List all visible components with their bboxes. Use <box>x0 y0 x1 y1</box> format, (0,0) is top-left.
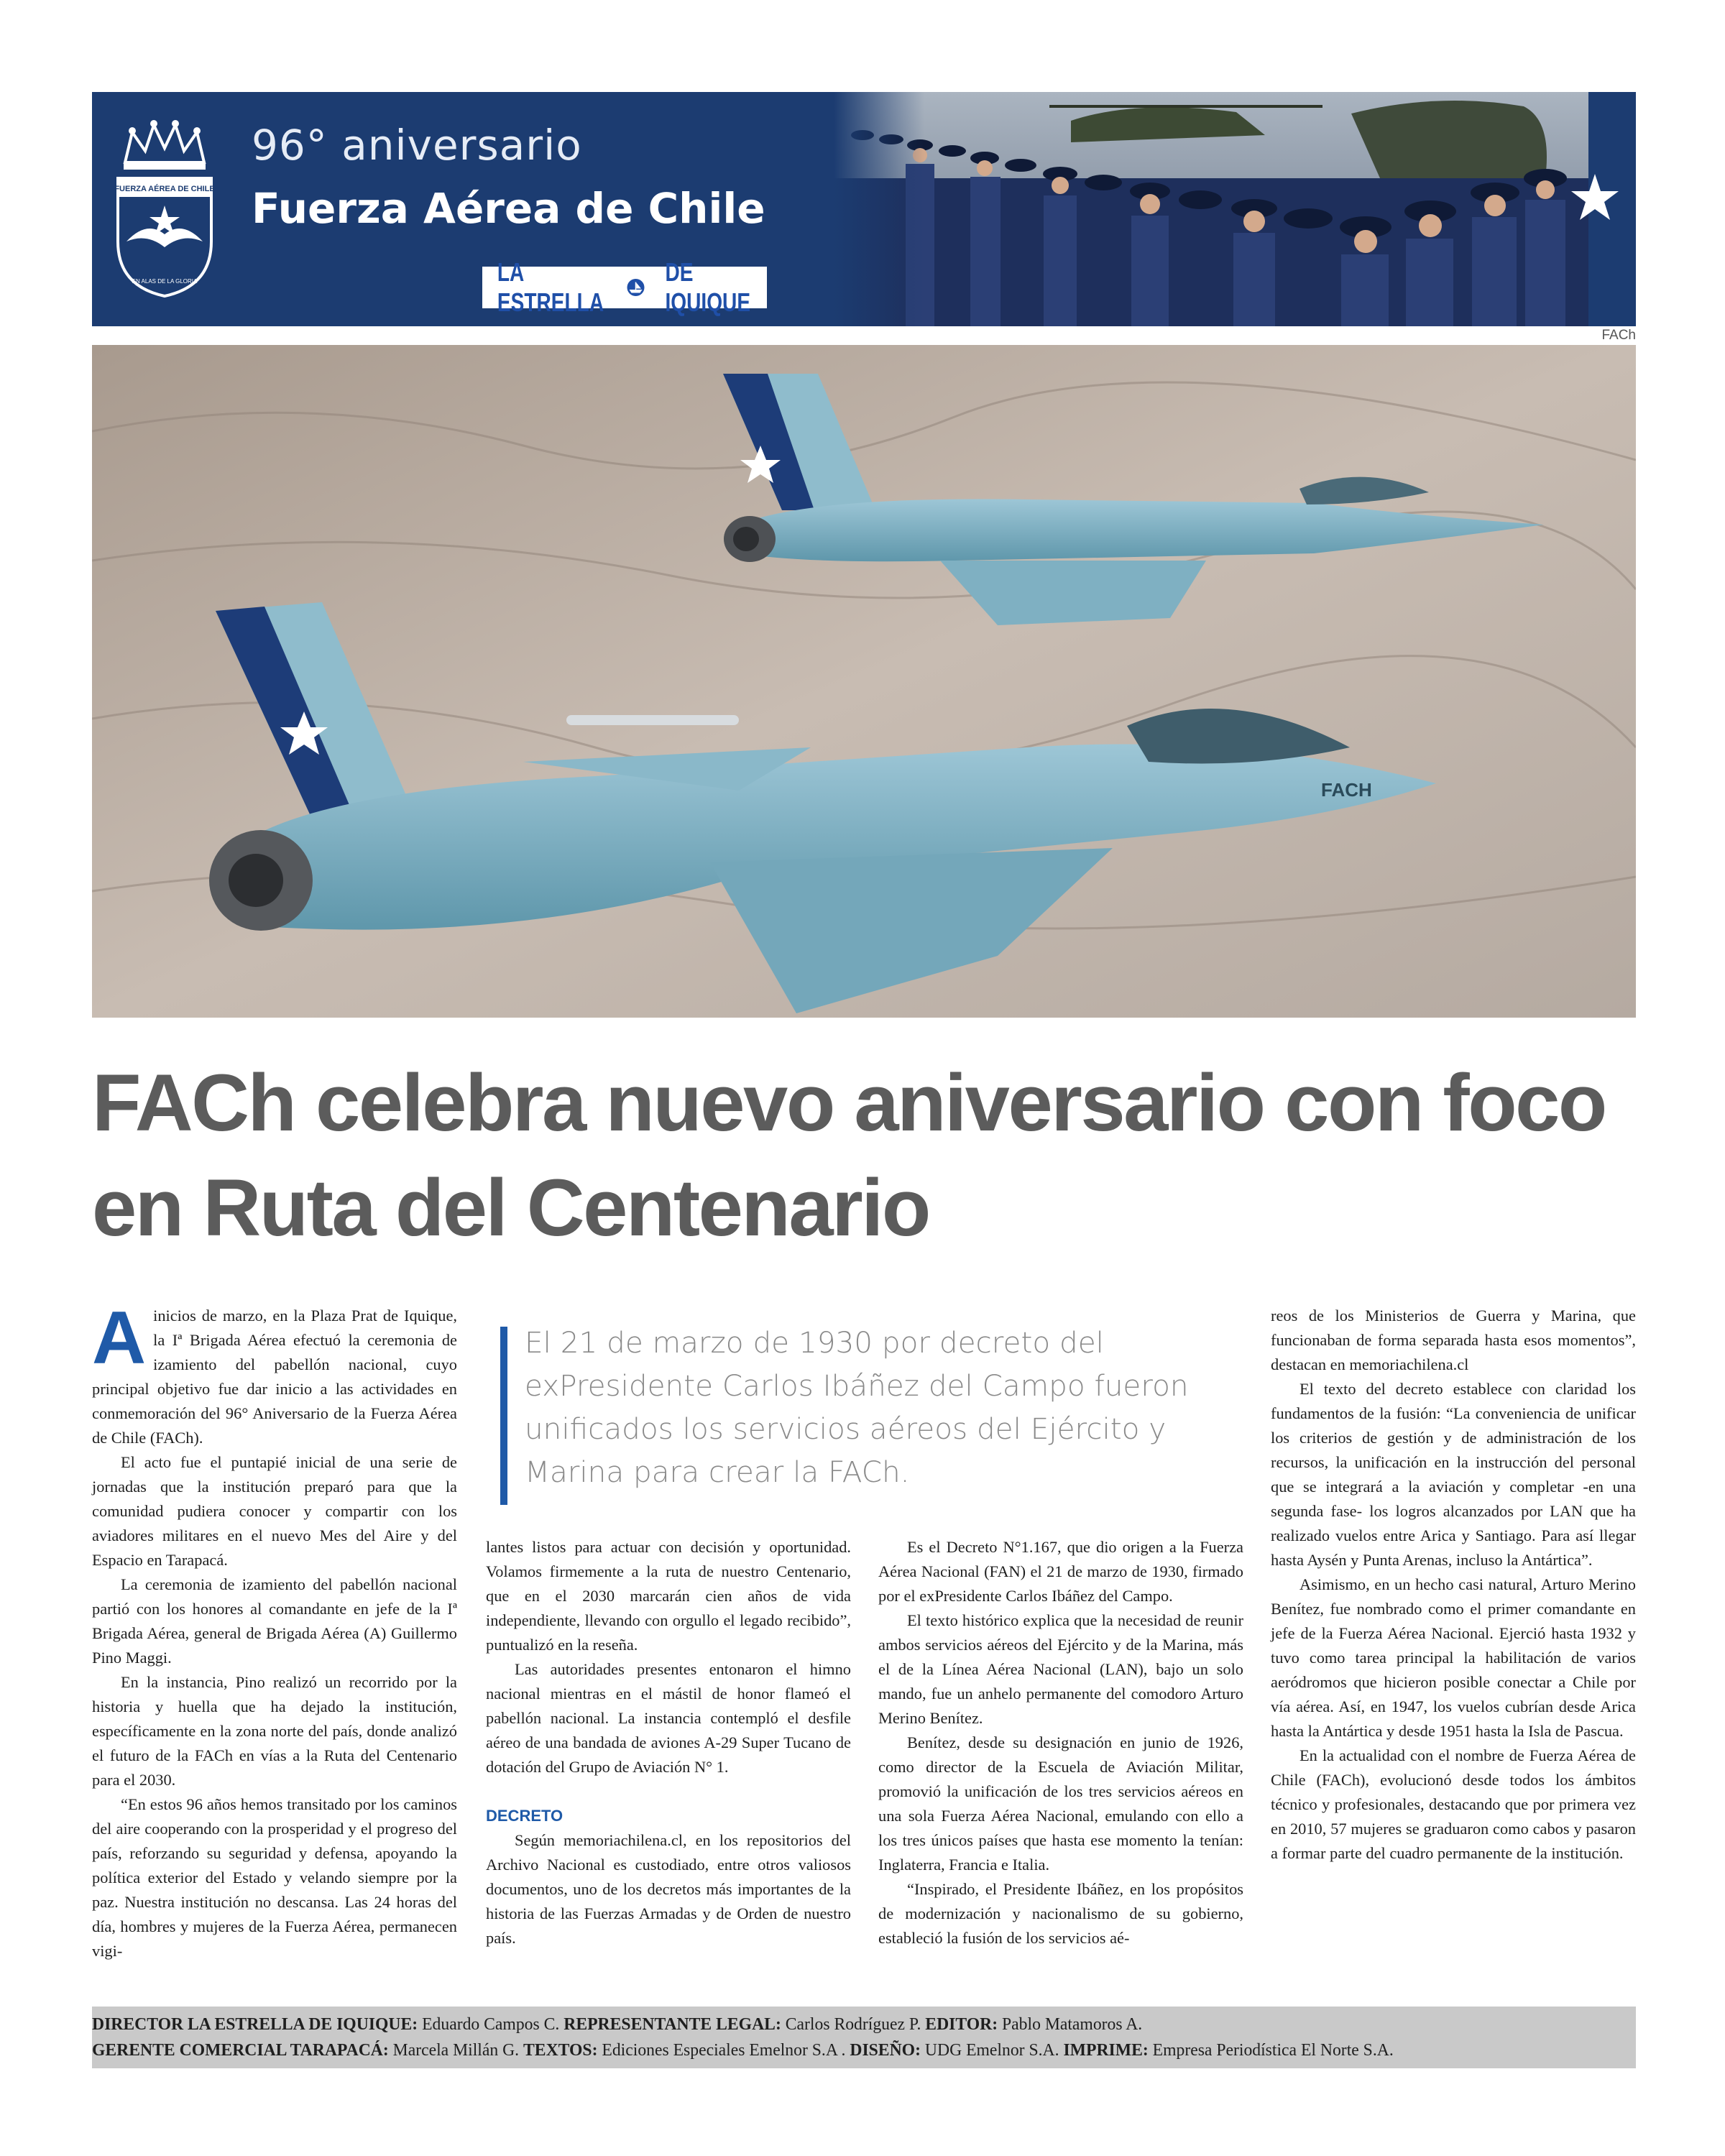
paragraph: El texto histórico explica que la necesidad de reunir ambos servicios aéreos del Ejército y de la Marina, más el de la Línea Aérea Nacional (LAN), bajo un solo mando, fue un anhelo permanente del comodoro Arturo Merino Benítez. <box>878 1611 1243 1727</box>
paragraph: La ceremonia de izamiento del pabellón nacional partió con los honores al comandante en jefe de la Iª Brigada Aérea, general de Brigada Aérea (A) Guillermo Pino Maggi. <box>92 1575 457 1667</box>
paragraph: El texto del decreto establece con claridad los fundamentos de la fusión: “La conveniencia de unificar los criterios de gestión y de administración de los recursos, la unificación en la instrucción del personal que se integrará a la aviación y completar -en una segunda fase- los logros alcanzados por LAN que ha realizado vuelos entre Arica y Santiago. Para así llegar hasta Aysén y Punta Arenas, incluso la Antártica”. <box>1271 1380 1636 1569</box>
paragraph: lantes listos para actuar con decisión y oportunidad. Volamos firmemente a la ruta de nuestro Centenario, que en el 2030 marcarán cien años de vida independiente, llevando con orgullo el legado recibido”, puntualizó en la reseña. <box>486 1538 851 1654</box>
credit-value: Ediciones Especiales Emelnor S.A . <box>602 2040 846 2060</box>
banner-anniversary: 96° aniversario <box>252 121 582 170</box>
credit-label: EDITOR: <box>925 2014 998 2034</box>
star-icon <box>1570 172 1620 223</box>
paragraph: Las autoridades presentes entonaron el himno nacional mientras en el mástil de honor flameó el pabellón nacional. La instancia contempló el desfile aéreo de una bandada de aviones A-29 Super Tucano de dotación del Grupo de Aviación N° 1. <box>486 1660 851 1776</box>
logo-text-right: DE IQUIQUE <box>665 257 751 317</box>
paragraph: Benítez, desde su designación en junio de 1926, como director de la Escuela de Aviación Militar, promovió la unificación de los tres servicios aéreos en una sola Fuerza Aérea Nacional, emulando con ello a los tres únicos países que hasta ese momento la tenían: Inglaterra, Francia e Italia. <box>878 1733 1243 1874</box>
pull-quote-bar <box>500 1327 507 1505</box>
credit-label: TEXTOS: <box>523 2040 598 2060</box>
staff-credits <box>92 2007 1636 2068</box>
article-column-3 <box>878 1535 1243 1950</box>
credit-label: IMPRIME: <box>1063 2040 1149 2060</box>
paragraph: El acto fue el puntapié inicial de una serie de jornadas que la institución preparó para que la comunidad pudiera conocer y compartir con los aviadores militares en el nuevo Mes del Aire y del Espacio en Tarapacá. <box>92 1453 457 1569</box>
article-column-1 <box>92 1296 457 1963</box>
paragraph: Es el Decreto N°1.167, que dio origen a la Fuerza Aérea Nacional (FAN) el 21 de marzo de 1930, firmado por el exPresidente Carlos Ibáñez del Campo. <box>878 1538 1243 1605</box>
banner-org-name: Fuerza Aérea de Chile <box>252 184 765 233</box>
credit-label: DIRECTOR LA ESTRELLA DE IQUIQUE: <box>92 2014 418 2034</box>
credit-label: DISEÑO: <box>850 2040 921 2060</box>
ship-emblem-icon <box>626 275 645 300</box>
newspaper-logo <box>482 257 767 317</box>
article-column-2 <box>486 1535 851 1950</box>
jet-marking: FACH <box>1321 779 1372 801</box>
credit-value: Eduardo Campos C. <box>422 2014 560 2034</box>
credit-value: UDG Emelnor S.A. <box>924 2040 1059 2060</box>
credit-label: REPRESENTANTE LEGAL: <box>564 2014 781 2034</box>
logo-text-left: LA ESTRELLA <box>497 257 604 317</box>
paragraph: Según memoriachilena.cl, en los repositorios del Archivo Nacional es custodiado, entre otros valiosos documentos, uno de los decretos más importantes de la historia de las Fuerzas Armadas y de Orden de nuestro país. <box>486 1831 851 1947</box>
credits-line-2 <box>92 2040 1394 2061</box>
photo-credit: FACh <box>1601 328 1636 343</box>
credit-value: Empresa Periodística El Norte S.A. <box>1152 2040 1394 2060</box>
crest-motto: EN ALAS DE LA GLORIA <box>132 278 198 285</box>
paragraph: En la actualidad con el nombre de Fuerza Aérea de Chile (FACh), evolucionó desde todos los ámbitos técnico y profesionales, destacando que por primera vez en 2010, 57 mujeres se graduaron como cabos y pasaron a formar parte del cuadro permanente de la institución. <box>1271 1746 1636 1862</box>
article-headline: FACh celebra nuevo aniversario con foco en Ruta del Centenario <box>92 1058 1606 1253</box>
credit-label: GERENTE COMERCIAL TARAPACÁ: <box>92 2040 389 2060</box>
anniversary-banner <box>92 92 1636 326</box>
credit-value: Pablo Matamoros A. <box>1002 2014 1143 2034</box>
paragraph: En la instancia, Pino realizó un recorrido por la historia y huella que ha dejado la institución, específicamente en la zona norte del país, donde analizó el futuro de la FACh en vías a la Ruta del Centenario para el 2030. <box>92 1673 457 1789</box>
section-subhead: DECRETO <box>486 1807 564 1825</box>
paragraph: “En estos 96 años hemos transitado por los caminos del aire cooperando con la prosperidad y el progreso del país, reforzando su seguridad y defensa, apoyando la política exterior del Estado y velando siempre por la paz. Nuestra institución no descansa. Las 24 horas del día, hombres y mujeres de la Fuerza Aérea, permanecen vigi- <box>92 1795 457 1960</box>
credit-value: Carlos Rodríguez P. <box>785 2014 921 2034</box>
paragraph: A inicios de marzo, en la Plaza Prat de Iquique, la Iª Brigada Aérea efectuó la ceremonia de izamiento del pabellón nacional, cuyo principal objetivo fue dar inicio a las actividades en conmemoración del 96° Aniversario de la Fuerza Aérea de Chile (FACh). <box>92 1296 457 1447</box>
pull-quote-text: El 21 de marzo de 1930 por decreto del exPresidente Carlos Ibáñez del Campo fueron unificados los servicios aéreos del Ejército y Marina para crear la FACh. <box>525 1325 1189 1489</box>
paragraph: reos de los Ministerios de Guerra y Marina, que funcionaban de forma separada hasta esos momentos”, destacan en memoriachilena.cl <box>1271 1307 1636 1373</box>
credit-value: Marcela Millán G. <box>392 2040 520 2060</box>
article-column-4 <box>1271 1304 1636 1866</box>
crest-text: FUERZA AÉREA DE CHILE <box>114 185 215 193</box>
cadets-formation-photo <box>834 92 1588 326</box>
paragraph: “Inspirado, el Presidente Ibáñez, en los propósitos de modernización y nacionalismo de su gobierno, estableció la fusión de los servicios aé- <box>878 1880 1243 1947</box>
f16-jets-photo <box>92 345 1636 1018</box>
paragraph: Asimismo, en un hecho casi natural, Arturo Merino Benítez, fue nombrado como el primer comandante en jefe de la Fuerza Aérea Nacional. Ejerció hasta 1932 y tuvo como tarea principal la habilitación de varios aeródromos que hicieron posible conectar a Chile por vía aérea. Así, en 1947, los vuelos cubrían desde Arica hasta la Antártica y desde 1951 hasta la Isla de Pascua. <box>1271 1575 1636 1740</box>
fach-crest-icon <box>111 119 218 299</box>
credits-line-1 <box>92 2014 1142 2035</box>
drop-cap: A <box>92 1296 147 1380</box>
